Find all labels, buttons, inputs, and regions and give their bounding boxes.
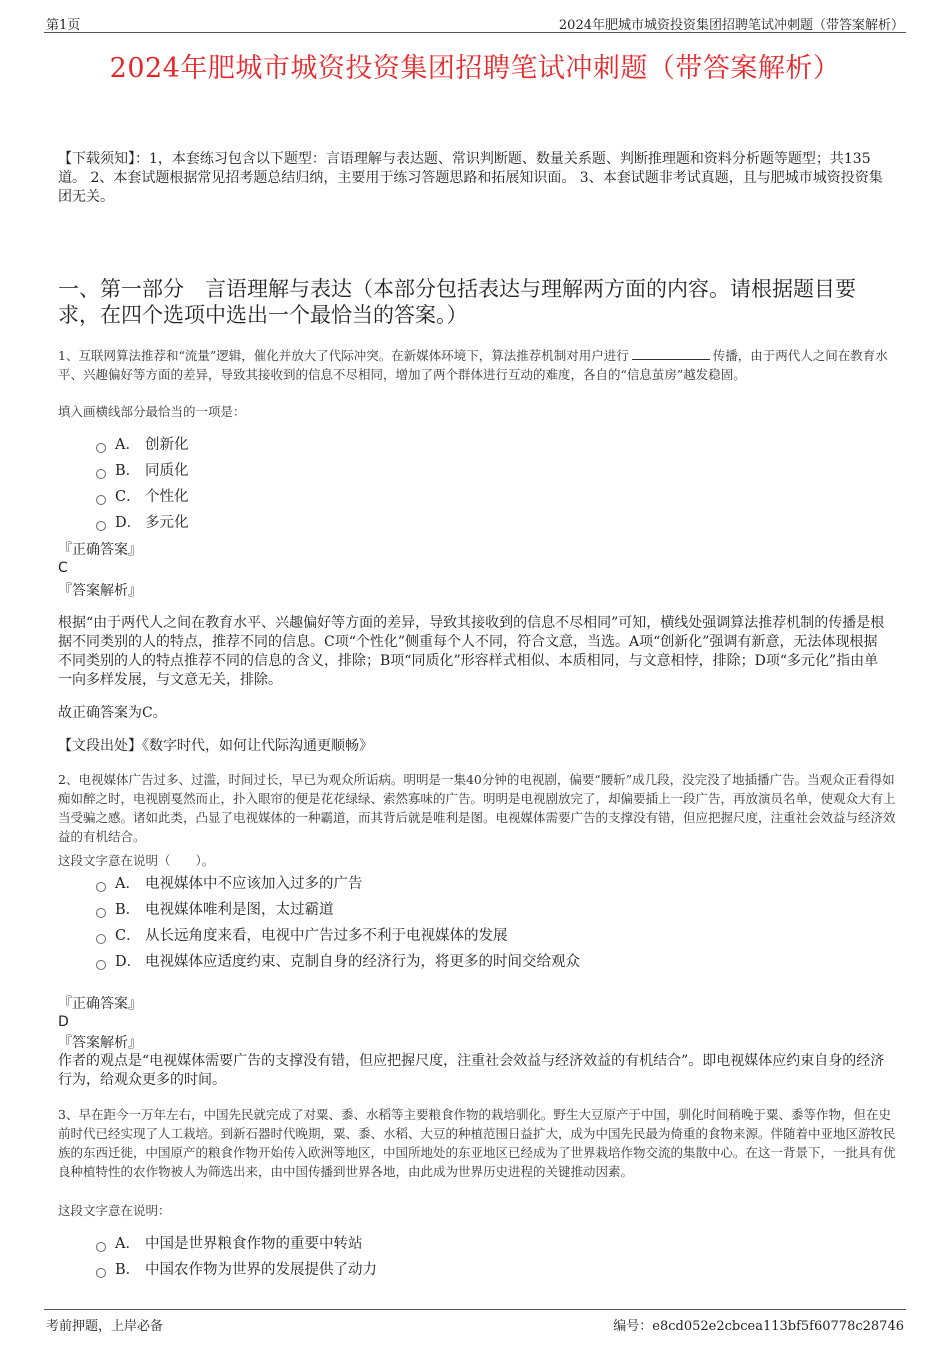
option-letter: A． <box>115 437 140 453</box>
radio-icon[interactable] <box>96 908 106 918</box>
question-1-text-b: 传播，由于两代人之间在教育水平、兴趣偏好等方面的差异，导致其接收到的信息不尽相同，增加了两个群体进行互动的难度，各自的“信息茧房”越发稳固。 <box>58 348 888 382</box>
option-a[interactable] <box>96 871 580 897</box>
correct-answer: D <box>58 1014 69 1030</box>
analysis-label: 『答案解析』 <box>58 1035 142 1051</box>
page-header <box>44 14 906 33</box>
source: 【文段出处】《数字时代，如何让代际沟通更顺畅》 <box>58 738 373 754</box>
option-text: 电视媒体应适度约束、克制自身的经济行为，将更多的时间交给观众 <box>145 954 580 970</box>
radio-icon[interactable] <box>96 960 106 970</box>
question-1-options <box>96 432 189 536</box>
analysis-text: 根据“由于两代人之间在教育水平、兴趣偏好等方面的差异，导致其接收到的信息不尽相同”可知，横线处强调算法推荐机制的传播是根据不同类别的人的特点，推荐不同的信息。C项“个性化”侧重每个人不同，符合文意，当选。A项“创新化”强调有新意，无法体现根据不同类别的人的特点推荐不同的信息的含义，排除；B项“同质化”形容样式相似、本质相同，与文意相悖，排除；D项“多元化”指由单一向多样发展，与文意无关，排除。 <box>58 615 885 688</box>
option-a[interactable] <box>96 432 189 458</box>
option-b[interactable] <box>96 458 189 484</box>
option-text: 中国是世界粮食作物的重要中转站 <box>145 1236 363 1252</box>
radio-icon[interactable] <box>96 934 106 944</box>
question-1-text <box>58 346 900 384</box>
option-text: 从长远角度来看，电视中广告过多不利于电视媒体的发展 <box>145 928 508 944</box>
question-2-options <box>96 871 580 975</box>
option-text: 个性化 <box>145 489 189 505</box>
option-text: 中国农作物为世界的发展提供了动力 <box>145 1262 377 1278</box>
option-d[interactable] <box>96 949 580 975</box>
option-text: 多元化 <box>145 515 189 531</box>
option-b[interactable] <box>96 1257 377 1283</box>
option-a[interactable] <box>96 1231 377 1257</box>
radio-icon[interactable] <box>96 469 106 479</box>
question-2-prompt: 这段文字意在说明（ ）。 <box>58 853 215 868</box>
option-letter: B． <box>115 1262 141 1278</box>
conclusion: 故正确答案为C。 <box>58 705 167 721</box>
correct-answer-label: 『正确答案』 <box>58 542 142 558</box>
correct-answer: C <box>58 560 68 576</box>
question-3-options <box>96 1231 377 1283</box>
option-letter: B． <box>115 463 141 479</box>
option-letter: D． <box>115 515 142 531</box>
radio-icon[interactable] <box>96 882 106 892</box>
section-heading: 一、第一部分 言语理解与表达（本部分包括表达与理解两方面的内容。请根据题目要求，在四个选项中选出一个最恰当的答案。） <box>58 277 856 327</box>
question-3-prompt: 这段文字意在说明： <box>58 1203 171 1218</box>
radio-icon[interactable] <box>96 1268 106 1278</box>
correct-answer-label: 『正确答案』 <box>58 996 142 1012</box>
download-notice: 【下载须知】：1，本套练习包含以下题型：言语理解与表达题、常识判断题、数量关系题、判断推理题和资料分析题等题型；共135道。 2、本套试题根据常见招考题总结归纳，主要用于练习答题思路和拓展知识面。 3、本套试题非考试真题，且与肥城市城资投资集团无关。 <box>58 151 883 205</box>
question-3-text: 3、早在距今一万年左右，中国先民就完成了对粟、黍、水稻等主要粮食作物的栽培驯化。野生大豆原产于中国，驯化时间稍晚于粟、黍等作物，但在史前时代已经实现了人工栽培。到新石器时代晚期，粟、黍、水稻、大豆的种植范围日益扩大，成为中国先民最为倚重的食物来源。伴随着中亚地区游牧民族的东西迁徙，中国原产的粮食作物开始传入欧洲等地区，中国所地处的东亚地区已经成为了世界栽培作物交流的集散中心。在这一背景下，一批具有优良种植特性的农作物被人为筛选出来，由中国传播到世界各地，由此成为世界历史进程的关键推动因素。 <box>58 1107 896 1179</box>
option-text: 创新化 <box>145 437 189 453</box>
analysis-label: 『答案解析』 <box>58 583 142 599</box>
option-text: 电视媒体中不应该加入过多的广告 <box>145 876 363 892</box>
page-number: 第1页 <box>46 18 81 33</box>
page-footer <box>44 1309 906 1332</box>
radio-icon[interactable] <box>96 495 106 505</box>
option-letter: A． <box>115 1236 140 1252</box>
option-text: 电视媒体唯利是图，太过霸道 <box>145 902 334 918</box>
option-letter: C． <box>115 489 141 505</box>
question-2-text: 2、电视媒体广告过多、过滥，时间过长，早已为观众所诟病。明明是一集40分钟的电视剧，偏要“腰斩”成几段，没完没了地插播广告。当观众正看得如痴如醉之时，电视剧戛然而止，扑入眼帘的便是花花绿绿、索然寡味的广告。明明是电视剧放完了，却偏要插上一段广告，再放演员名单，使观众大有上当受骗之感。诸如此类，凸显了电视媒体的一种霸道，而其背后就是唯利是图。电视媒体需要广告的支撑没有错，但应把握尺度，注重社会效益与经济效益的有机结合。 <box>58 772 896 844</box>
option-letter: A． <box>115 876 140 892</box>
blank-line <box>632 347 710 360</box>
document-title: 2024年肥城市城资投资集团招聘笔试冲刺题（带答案解析） <box>109 53 841 84</box>
question-1-text-a: 1、互联网算法推荐和“流量”逻辑，催化并放大了代际冲突。在新媒体环境下，算法推荐机制对用户进行 <box>58 348 629 363</box>
header-doc-title: 2024年肥城市城资投资集团招聘笔试冲刺题（带答案解析） <box>558 18 904 33</box>
option-c[interactable] <box>96 923 580 949</box>
option-letter: D． <box>115 954 142 970</box>
option-c[interactable] <box>96 484 189 510</box>
option-d[interactable] <box>96 510 189 536</box>
option-letter: B． <box>115 902 141 918</box>
option-letter: C． <box>115 928 141 944</box>
radio-icon[interactable] <box>96 1242 106 1252</box>
question-1-prompt: 填入画横线部分最恰当的一项是： <box>58 404 246 419</box>
radio-icon[interactable] <box>96 521 106 531</box>
option-text: 同质化 <box>145 463 189 479</box>
option-b[interactable] <box>96 897 580 923</box>
document-id: 编号：e8cd052e2cbcea113bf5f60778c28746 <box>613 1319 904 1334</box>
analysis-text: 作者的观点是“电视媒体需要广告的支撑没有错，但应把握尺度，注重社会效益与经济效益的有机结合”。即电视媒体应约束自身的经济行为，给观众更多的时间。 <box>58 1053 885 1088</box>
radio-icon[interactable] <box>96 443 106 453</box>
footer-slogan: 考前押题，上岸必备 <box>46 1319 164 1334</box>
